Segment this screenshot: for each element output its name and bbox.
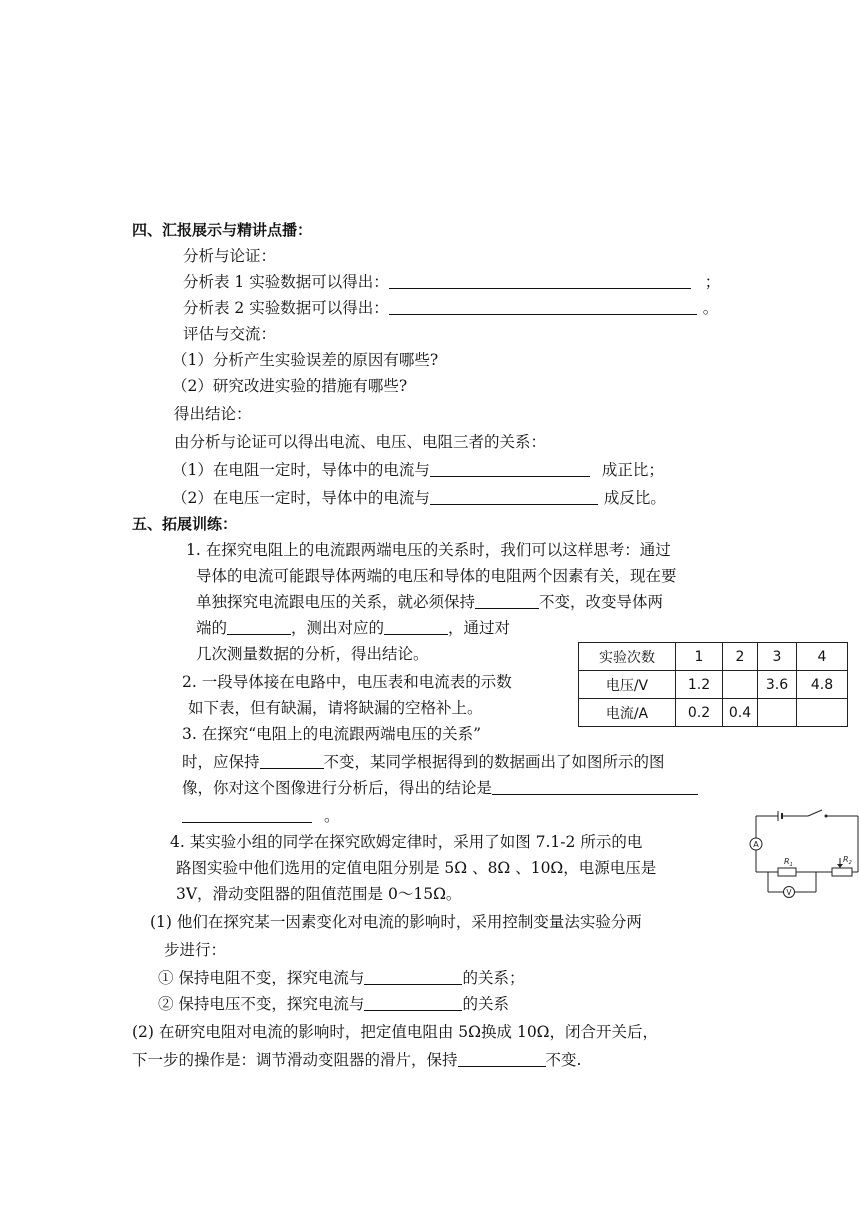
section-5-heading: 五、拓展训练： xyxy=(132,515,238,533)
sub-1-line-2: 步进行： xyxy=(164,941,227,959)
problem-2-line-1: 2. 一段导体接在电路中，电压表和电流表的示数 xyxy=(182,673,512,691)
conclusion-2-end: 成反比。 xyxy=(603,489,666,507)
problem-3-line-3-text: 像，你对这个图像进行分析后，得出的结论是 xyxy=(182,779,493,797)
problem-1-measure-blank[interactable] xyxy=(384,618,448,635)
sub-2-answer-blank[interactable] xyxy=(458,1050,546,1067)
table-cell-empty[interactable] xyxy=(758,699,797,727)
sub-1-step-a-text: ① 保持电阻不变，探究电流与 xyxy=(158,969,365,987)
table-cell: 0.2 xyxy=(676,699,723,727)
problem-1-line-5: 几次测量数据的分析，得出结论。 xyxy=(196,645,429,663)
sub-2-line-1: (2) 在研究电阻对电流的影响时，把定值电阻由 5Ω换成 10Ω，闭合开关后， xyxy=(132,1023,659,1041)
problem-1-line-3-end: 不变，改变导体两 xyxy=(539,593,664,611)
table-cell-empty[interactable] xyxy=(797,699,848,727)
problem-3-line-3 xyxy=(182,778,698,798)
table-cell: 实验次数 xyxy=(579,643,676,671)
table-cell: 1 xyxy=(676,643,723,671)
problem-1-line-4 xyxy=(196,618,510,638)
table-row xyxy=(579,671,848,699)
problem-1-line-4-text: 端的 xyxy=(196,619,228,637)
table1-answer-blank[interactable] xyxy=(389,272,691,289)
evaluation-title: 评估与交流： xyxy=(183,325,277,343)
rheostat-r2-icon xyxy=(832,868,852,876)
sub-1-step-b-end: 的关系 xyxy=(462,995,509,1013)
sub-1-line-1: (1) 他们在探究某一因素变化对电流的影响时，采用控制变量法实验分两 xyxy=(150,913,642,931)
table1-analysis-line xyxy=(183,272,720,292)
conclusion-title: 得出结论： xyxy=(174,405,252,423)
table-cell: 电流/A xyxy=(579,699,676,727)
conclusion-1-blank[interactable] xyxy=(430,460,590,477)
problem-1-line-3-text: 单独探究电流跟电压的关系，就必须保持 xyxy=(196,593,476,611)
sub-1-step-a-blank[interactable] xyxy=(364,968,462,985)
table-cell: 4.8 xyxy=(797,671,848,699)
conclusion-2-line xyxy=(172,488,666,508)
section-4-heading: 四、汇报展示与精讲点播： xyxy=(132,221,313,239)
table-cell: 3 xyxy=(758,643,797,671)
problem-1-constant-blank[interactable] xyxy=(475,592,539,609)
circuit-diagram xyxy=(740,806,860,902)
problem-4-line-2: 路图实验中他们选用的定值电阻分别是 5Ω 、8Ω 、10Ω，电源电压是 xyxy=(176,859,657,877)
table-cell: 电压/V xyxy=(579,671,676,699)
problem-3-constant-blank[interactable] xyxy=(260,752,324,769)
problem-3-line-2-text: 时，应保持 xyxy=(182,753,260,771)
problem-3-line-2 xyxy=(182,752,665,772)
voltmeter-label: V xyxy=(786,888,792,897)
table-cell: 3.6 xyxy=(758,671,797,699)
resistor-r1-label: $R_1$ xyxy=(784,857,793,868)
conclusion-1-text: （1）在电阻一定时，导体中的电流与 xyxy=(172,461,430,479)
table1-analysis-text: 分析表 1 实验数据可以得出： xyxy=(183,273,389,291)
problem-1-line-1: 1. 在探究电阻上的电流跟两端电压的关系时，我们可以这样思考：通过 xyxy=(186,541,671,559)
sub-1-step-a-end: 的关系； xyxy=(462,969,525,987)
table-cell: 1.2 xyxy=(676,671,723,699)
conclusion-intro: 由分析与论证可以得出电流、电压、电阻三者的关系： xyxy=(174,433,547,451)
table-cell: 4 xyxy=(797,643,848,671)
sub-1-step-a xyxy=(158,968,524,988)
problem-3-conclusion-blank[interactable] xyxy=(492,778,698,795)
problem-2-line-2: 如下表，但有缺漏，请将缺漏的空格补上。 xyxy=(188,699,483,717)
sub-2-line-2-text: 下一步的操作是：调节滑动变阻器的滑片，保持 xyxy=(132,1051,458,1069)
problem-3-line-1: 3. 在探究“电阻上的电流跟两端电压的关系” xyxy=(182,725,482,743)
table-cell: 2 xyxy=(723,643,758,671)
problem-1-line-2: 导体的电流可能跟导体两端的电压和导体的电阻两个因素有关，现在要 xyxy=(196,567,677,585)
conclusion-1-end: 成正比； xyxy=(601,461,664,479)
conclusion-2-blank[interactable] xyxy=(430,488,598,505)
sub-2-line-2-end: 不变. xyxy=(545,1051,582,1069)
table-row xyxy=(579,699,848,727)
measurement-table xyxy=(578,642,848,727)
table2-analysis-line xyxy=(183,298,718,318)
problem-3-end-mark: 。 xyxy=(324,807,340,825)
slider-arrow-icon xyxy=(837,864,843,868)
eval-question-1: （1）分析产生实验误差的原因有哪些? xyxy=(172,351,439,369)
problem-1-vary-blank[interactable] xyxy=(227,618,291,635)
problem-1-line-4-end: ，通过对 xyxy=(448,619,511,637)
sub-2-line-2 xyxy=(132,1050,581,1070)
analysis-title: 分析与论证： xyxy=(183,247,277,265)
eval-question-2: （2）研究改进实验的措施有哪些? xyxy=(172,377,408,395)
rheostat-r2-label: $R_2$ xyxy=(843,855,852,866)
problem-4-line-1: 4. 某实验小组的同学在探究欧姆定律时，采用了如图 7.1-2 所示的电 xyxy=(170,833,643,851)
conclusion-2-text: （2）在电压一定时，导体中的电流与 xyxy=(172,489,430,507)
conclusion-1-line xyxy=(172,460,664,480)
problem-3-conclusion-blank-2[interactable] xyxy=(182,806,312,823)
switch-icon xyxy=(808,810,822,816)
problem-1-line-3 xyxy=(196,592,663,612)
table2-analysis-text: 分析表 2 实验数据可以得出： xyxy=(183,299,389,317)
table1-end-mark: ； xyxy=(704,273,721,291)
problem-4-line-3: 3V，滑动变阻器的阻值范围是 0～15Ω。 xyxy=(176,885,462,903)
problem-3-line-4 xyxy=(182,806,340,826)
sub-1-step-b xyxy=(158,994,509,1014)
ammeter-label: A xyxy=(753,840,759,849)
resistor-r1-icon xyxy=(778,868,796,876)
sub-1-step-b-text: ② 保持电压不变，探究电流与 xyxy=(158,995,365,1013)
table-cell: 0.4 xyxy=(723,699,758,727)
table2-answer-blank[interactable] xyxy=(389,298,697,315)
sub-1-step-b-blank[interactable] xyxy=(364,994,462,1011)
problem-1-line-4-mid: ，测出对应的 xyxy=(291,619,385,637)
table-row xyxy=(579,643,848,671)
table-cell-empty[interactable] xyxy=(723,671,758,699)
problem-3-line-2-end: 不变，某同学根据得到的数据画出了如图所示的图 xyxy=(323,753,665,771)
table2-end-mark: 。 xyxy=(702,299,719,317)
